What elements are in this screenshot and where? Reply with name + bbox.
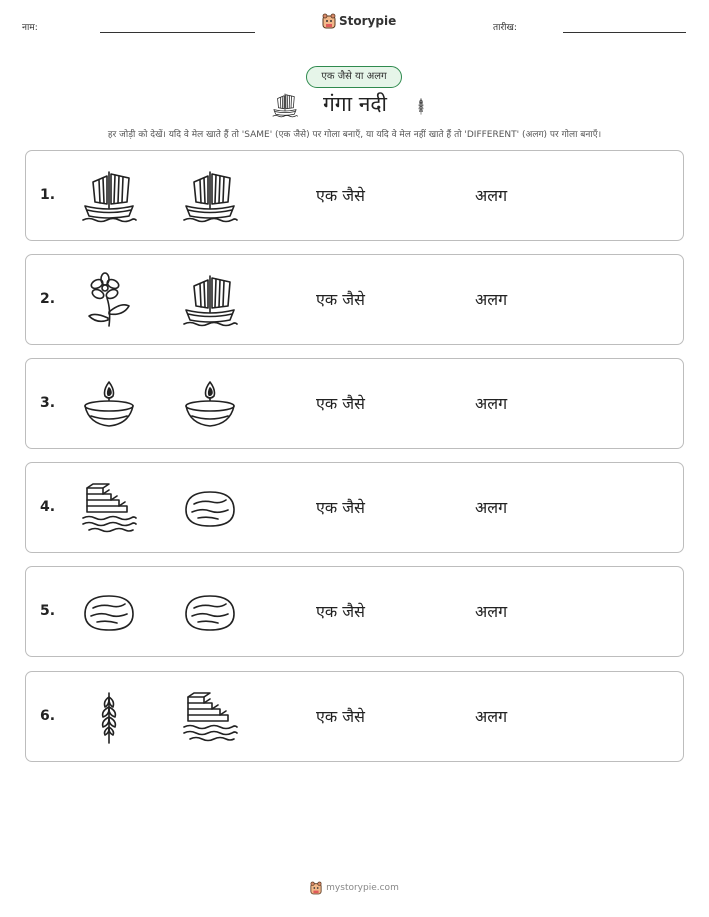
question-number: 2. [40,291,56,307]
different-option[interactable]: अलग [475,290,508,309]
boat-icon [182,272,238,328]
diya-icon [81,376,137,432]
question-row-3 [25,358,684,449]
question-row-5 [25,566,684,657]
storypie-mascot-icon [322,13,336,29]
stone-icon [182,480,238,536]
footer [0,881,709,895]
page-title: गंगा नदी [322,92,387,116]
footer-site-link[interactable]: mystorypie.com [326,883,399,893]
brand-logo [322,13,396,29]
question-number: 1. [40,187,56,203]
instructions: हर जोड़ी को देखें। यदि वे मेल खाते हैं तो 'SAME' (एक जैसे) पर गोला बनाएँ, या यदि वे मेल नहीं खाते हैं तो 'DIFFERENT' (अलग) पर गोला बनाएँ। [107,130,602,140]
ghat-steps-icon [81,480,137,536]
different-option[interactable]: अलग [475,394,508,413]
date-field-line[interactable] [563,32,686,33]
name-field-line[interactable] [100,32,255,33]
boat-icon [182,168,238,224]
question-number: 5. [40,603,56,619]
question-row-4 [25,462,684,553]
different-option[interactable]: अलग [475,498,508,517]
stone-icon [182,584,238,640]
stone-icon [81,584,137,640]
boat-icon [81,168,137,224]
different-option[interactable]: अलग [475,602,508,621]
same-option[interactable]: एक जैसे [316,707,365,726]
same-option[interactable]: एक जैसे [316,290,365,309]
question-row-6 [25,671,684,762]
flower-icon [81,272,137,328]
same-option[interactable]: एक जैसे [316,602,365,621]
name-label: नाम: [22,23,38,33]
worksheet-type-badge: एक जैसे या अलग [306,66,402,88]
brand-name: Storypie [339,14,397,28]
question-row-1 [25,150,684,241]
storypie-mascot-icon [310,881,322,895]
wheat-icon [412,91,430,121]
different-option[interactable]: अलग [475,186,508,205]
different-option[interactable]: अलग [475,707,508,726]
diya-icon [182,376,238,432]
question-number: 4. [40,499,56,515]
ghat-steps-icon [182,689,238,745]
question-number: 3. [40,395,56,411]
date-label: तारीख: [493,23,517,33]
same-option[interactable]: एक जैसे [316,394,365,413]
wheat-icon [81,689,137,745]
same-option[interactable]: एक जैसे [316,498,365,517]
same-option[interactable]: एक जैसे [316,186,365,205]
question-number: 6. [40,708,56,724]
question-row-2 [25,254,684,345]
